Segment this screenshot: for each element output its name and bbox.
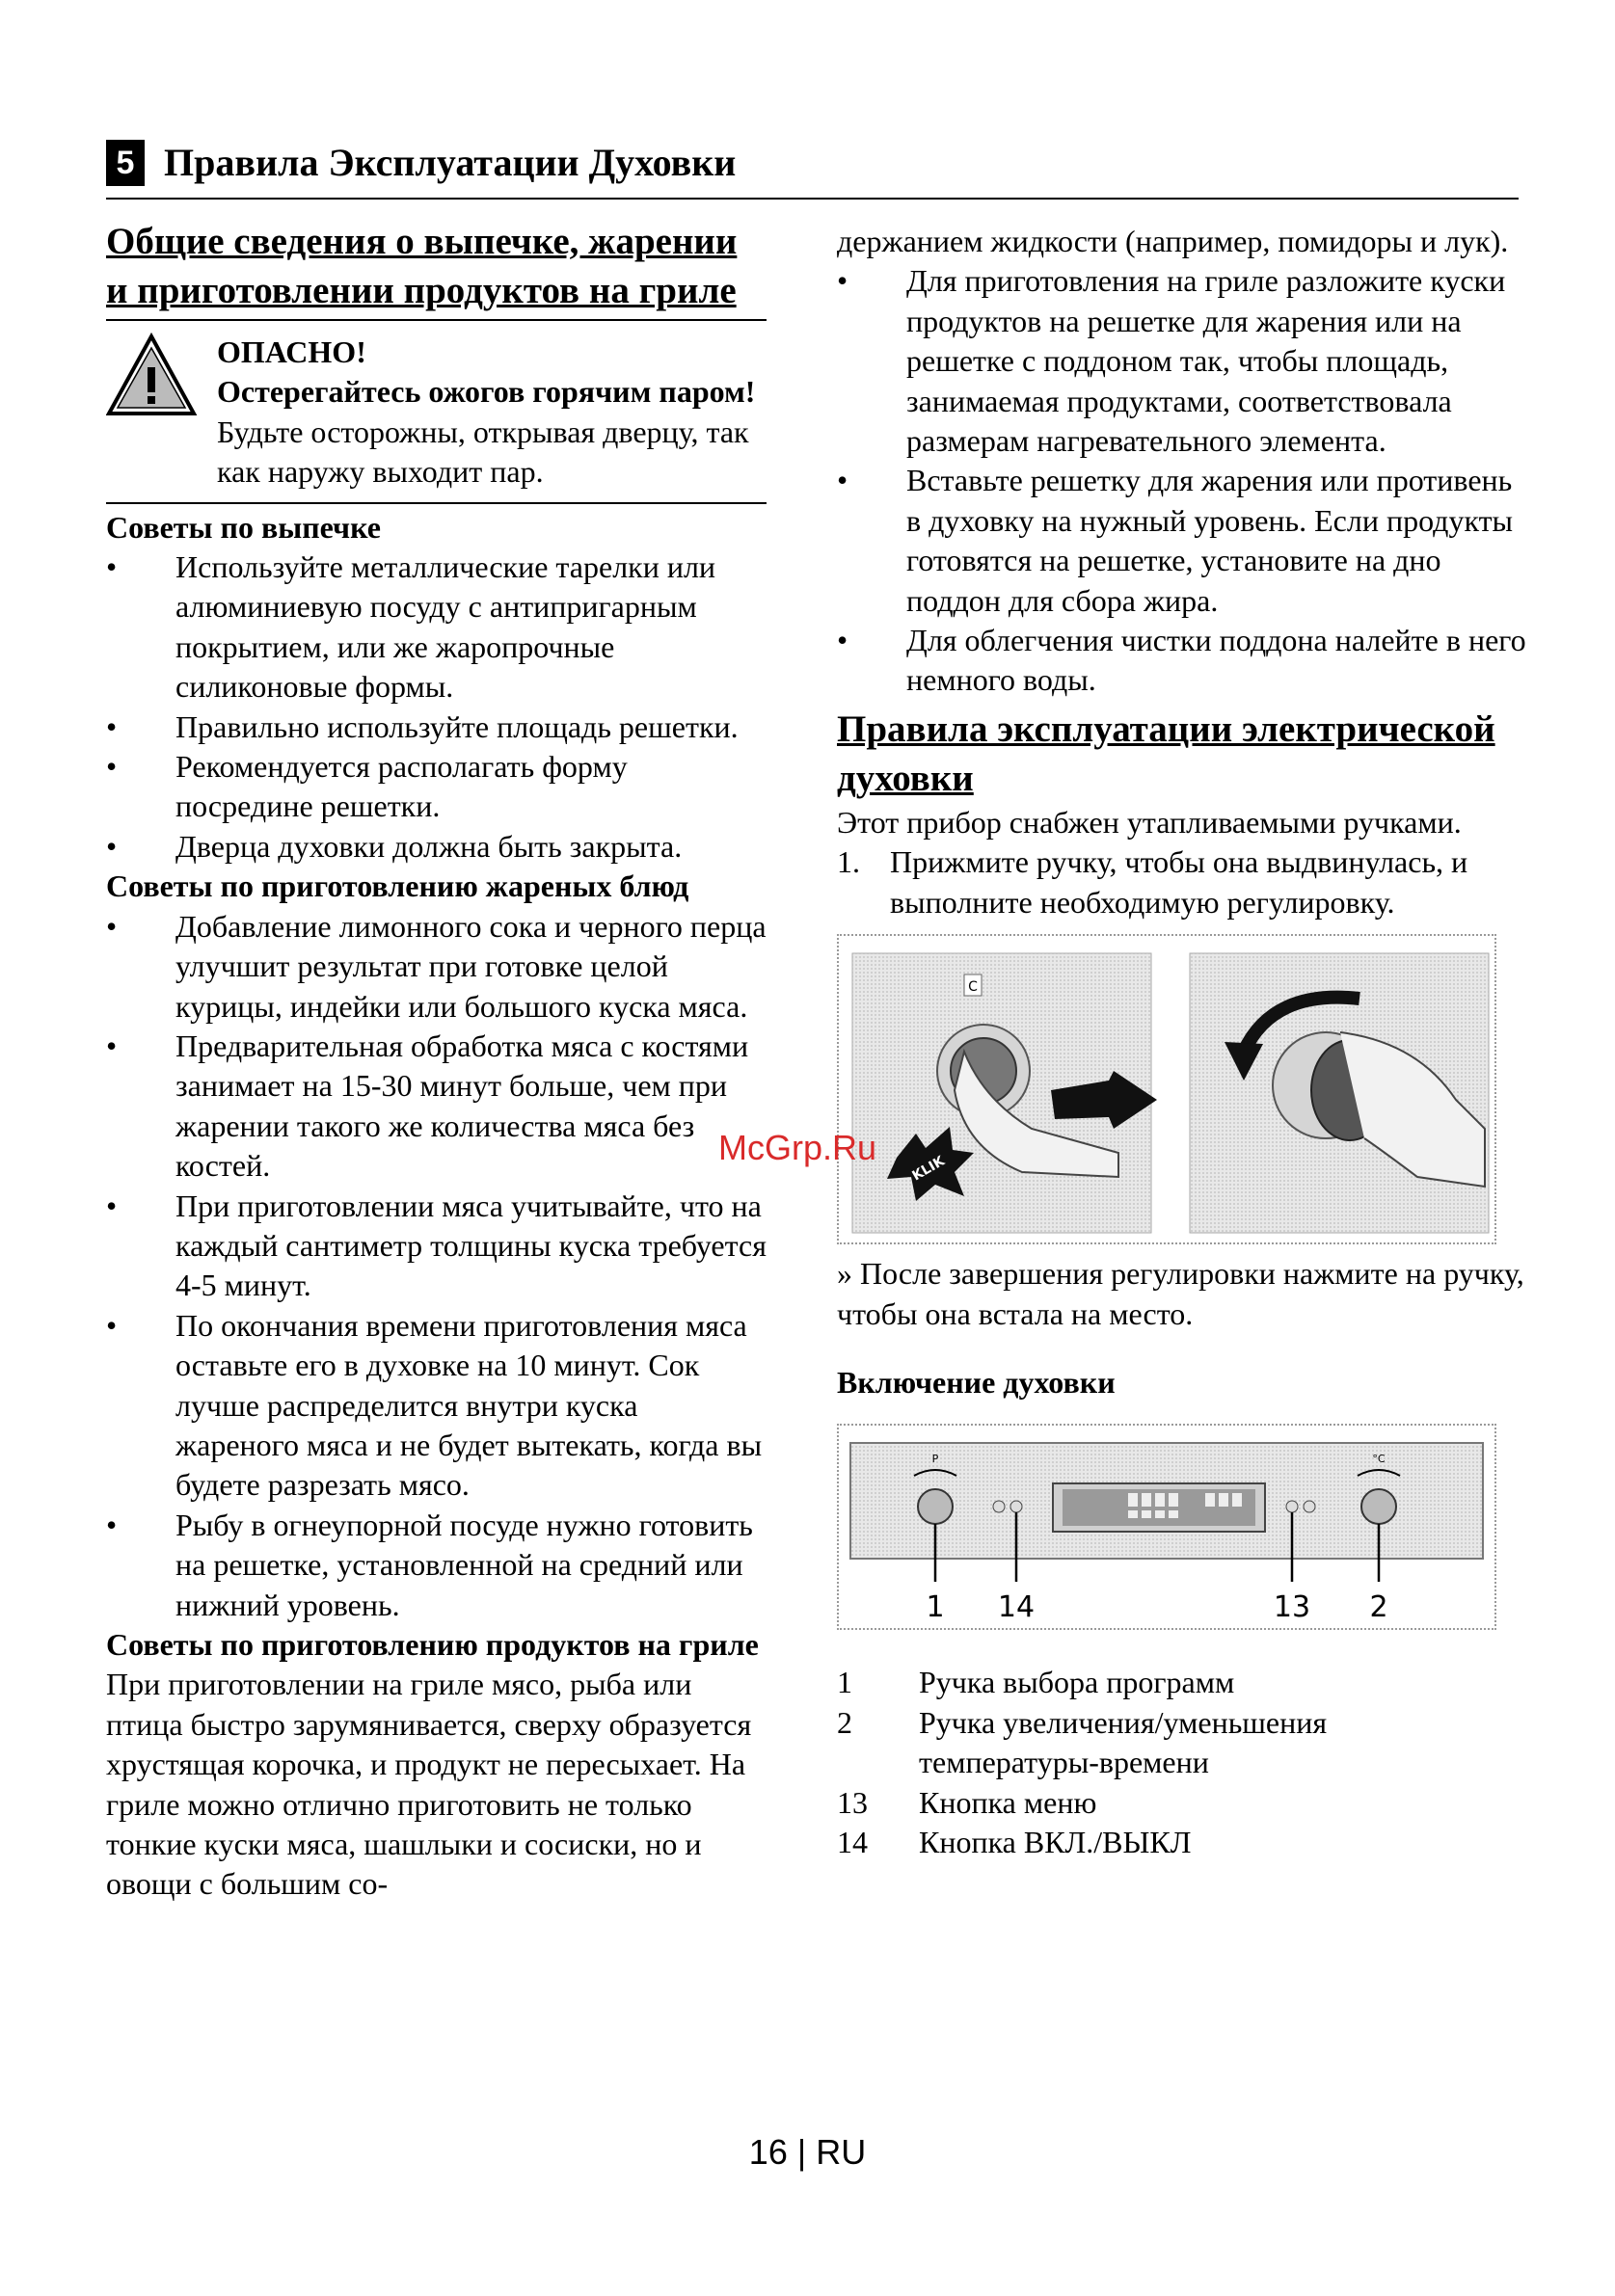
watermark: McGrp.Ru xyxy=(718,1128,877,1167)
knob-right-label: °C xyxy=(1372,1453,1386,1466)
warning-box xyxy=(106,333,767,504)
grill-list xyxy=(837,261,1531,700)
legend-text: Ручка выбора программ xyxy=(919,1665,1235,1700)
control-panel-diagram xyxy=(837,1424,1496,1630)
legend-row xyxy=(837,1823,1502,1862)
list-item: • Используйте металлические тарелки или алюминиевую посуду с антипригарным покрытием, или же жаропрочные силиконовые формы. xyxy=(106,547,767,707)
section-number: 5 xyxy=(106,140,145,186)
knob-photo xyxy=(837,934,1496,1244)
grill-title: Советы по приготовлению продуктов на гриле xyxy=(106,1627,759,1662)
legend-number: 13 xyxy=(837,1784,868,1820)
step-item xyxy=(837,842,1531,922)
knob-left-label: P xyxy=(931,1453,939,1466)
baking-title: Советы по выпечке xyxy=(106,509,381,545)
general-heading: Общие сведения о выпечке, жарении и приготовлении продуктов на гриле xyxy=(106,221,738,311)
legend xyxy=(837,1663,1502,1862)
warning-text: Будьте осторожны, открывая дверцу, так как наружу выходит пар. xyxy=(217,414,749,490)
left-column xyxy=(106,217,767,1905)
legend-row xyxy=(837,1703,1502,1783)
list-item: • По окончания времени приготовления мяса оставьте его в духовке на 10 минут. Сок лучше распределится внутри куска жареного мяса и не будет вытекать, когда вы будете разрезать мясо. xyxy=(106,1306,767,1506)
legend-row xyxy=(837,1663,1502,1702)
dial-label: C xyxy=(968,979,978,996)
legend-row xyxy=(837,1783,1502,1823)
warning-title: ОПАСНО! xyxy=(217,334,366,369)
legend-number: 14 xyxy=(837,1824,868,1859)
legend-number: 1 xyxy=(837,1665,852,1700)
list-item: • Для облегчения чистки поддона налейте в него немного воды. xyxy=(837,621,1531,701)
callout-14: 14 xyxy=(997,1590,1036,1625)
roasting-title: Советы по приготовлению жареных блюд xyxy=(106,868,689,904)
warning-icon xyxy=(106,333,198,417)
list-item: • Правильно используйте площадь решетки. xyxy=(106,707,767,747)
list-item: • Вставьте решетку для жарения или противень в духовку на нужный уровень. Если продукты готовятся на решетке, установите на дно поддон для сбора жира. xyxy=(837,461,1531,621)
continuation-text: держанием жидкости (например, помидоры и лук). xyxy=(837,224,1509,258)
right-column xyxy=(837,222,1531,1862)
list-item: • Рекомендуется располагать форму посредине решетки. xyxy=(106,747,767,827)
heading-rule xyxy=(106,319,767,321)
click-label: KLIK xyxy=(909,1153,948,1185)
legend-number: 2 xyxy=(837,1704,852,1740)
page-footer: 16 | RU xyxy=(748,2132,867,2172)
list-item: • Добавление лимонного сока и черного перца улучшит результат при готовке целой курицы, индейки или большого куска мяса. xyxy=(106,907,767,1027)
electric-intro: Этот прибор снабжен утапливаемыми ручками. xyxy=(837,804,1462,840)
callout-13: 13 xyxy=(1273,1590,1311,1625)
baking-list xyxy=(106,547,767,867)
step-number: 1. xyxy=(837,844,860,880)
legend-text: Кнопка меню xyxy=(919,1784,1097,1820)
list-item: • Для приготовления на гриле разложите куски продуктов на решетке для жарения или на решетке с поддоном так, чтобы площадь, занимаемая продуктами, соответствовала размерам нагревательного элемента. xyxy=(837,261,1531,461)
legend-text: Ручка увеличения/уменьшения температуры-времени xyxy=(919,1704,1328,1780)
list-item: • Дверца духовки должна быть закрыта. xyxy=(106,827,767,867)
after-note: » После завершения регулировки нажмите на ручку, чтобы она встала на место. xyxy=(837,1256,1524,1331)
callout-2: 2 xyxy=(1369,1590,1388,1625)
panel-illustration xyxy=(839,1426,1494,1628)
callout-1: 1 xyxy=(926,1590,945,1625)
section-title: Правила Эксплуатации Духовки xyxy=(164,141,737,184)
list-item: • При приготовлении мяса учитывайте, что на каждый сантиметр толщины куска требуется 4-5 минут. xyxy=(106,1187,767,1306)
list-item: • Предварительная обработка мяса с костями занимает на 15-30 минут больше, чем при жарении такого же количества мяса без костей. xyxy=(106,1027,767,1187)
steps-list xyxy=(837,842,1531,922)
legend-text: Кнопка ВКЛ./ВЫКЛ xyxy=(919,1824,1192,1859)
list-item: • Рыбу в огнеупорной посуде нужно готовить на решетке, установленной на средний или нижний уровень. xyxy=(106,1506,767,1625)
warning-subtitle: Остерегайтесь ожогов горячим паром! xyxy=(217,374,756,410)
step-text: Прижмите ручку, чтобы она выдвинулась, и выполните необходимую регулировку. xyxy=(890,844,1468,920)
roasting-list xyxy=(106,907,767,1625)
switch-on-title: Включение духовки xyxy=(837,1364,1116,1400)
section-header xyxy=(106,140,1519,200)
grill-text: При приготовлении на гриле мясо, рыба или птица быстро зарумянивается, сверху образуется хрустящая корочка, и продукт не пересыхает. На гриле можно отлично приготовить не только тонкие куски мяса, шашлыки и сосиски, но и овощи с большим со- xyxy=(106,1667,752,1902)
electric-heading: Правила эксплуатации электрической духовки xyxy=(837,707,1495,799)
knob-illustration xyxy=(839,936,1494,1242)
